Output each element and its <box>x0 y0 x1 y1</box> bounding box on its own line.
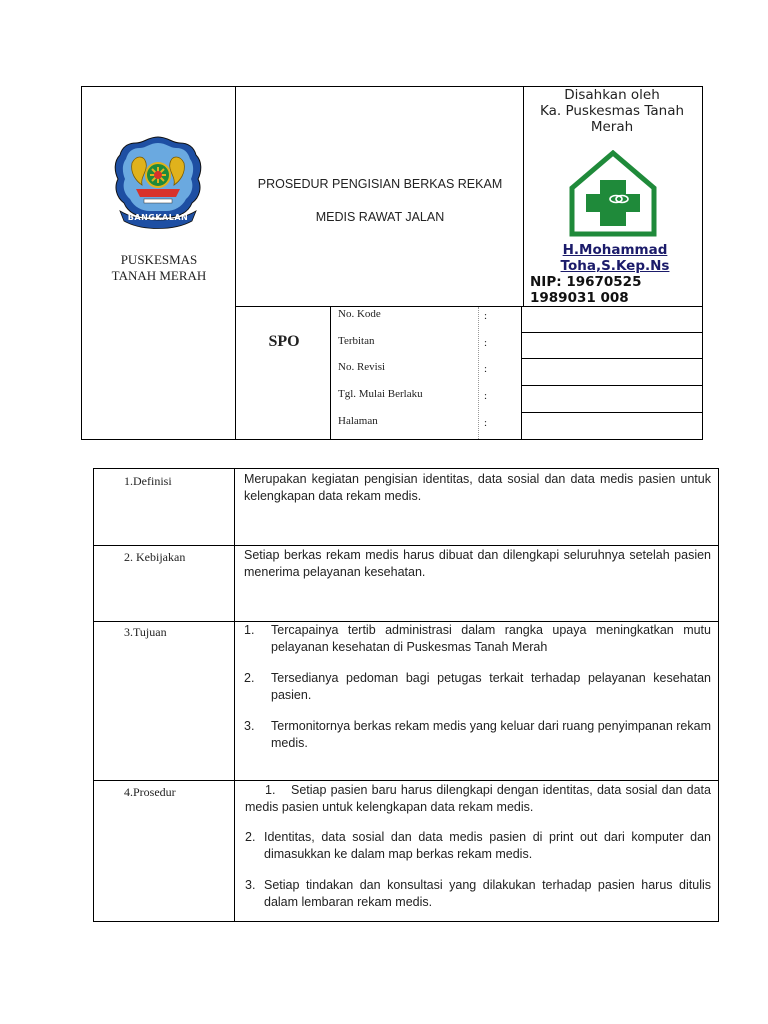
section-label-definisi: 1.Definisi <box>124 474 172 488</box>
organization-name-line1: PUSKESMAS <box>120 252 198 267</box>
list-item-text: Setiap tindakan dan konsultasi yang dilakukan terhadap pasien harus ditulis dalam lembaran rekam medis. <box>264 878 711 909</box>
document-title <box>236 176 524 226</box>
section-text-definisi: Merupakan kegiatan pengisian identitas, data sosial dan data medis pasien untuk kelengkapan data rekam medis. <box>244 472 711 503</box>
meta-label-no-kode: No. Kode <box>338 308 381 320</box>
list-item-number: 1. <box>244 623 255 637</box>
section-label-tujuan: 3.Tujuan <box>124 625 167 639</box>
logo-banner-text: BANGKALAN <box>127 213 189 222</box>
signer-nip-line2: 1989031 008 <box>530 290 629 306</box>
list-item <box>244 718 711 752</box>
meta-colon: : <box>484 337 488 349</box>
meta-colon: : <box>484 390 488 402</box>
organization-name <box>82 252 236 284</box>
list-item-text: Tersedianya pedoman bagi petugas terkait terhadap pelayanan kesehatan pasien. <box>271 671 711 702</box>
approval-line2: Ka. Puskesmas Tanah <box>539 103 685 119</box>
approval-block <box>524 87 700 135</box>
list-item-body: Setiap pasien baru harus dilengkapi dengan identitas, data sosial dan data medis pasien untuk kelengkapan data rekam medis. <box>245 783 711 814</box>
list-item-number: 3. <box>244 719 255 733</box>
list-item-number: 1. <box>265 783 276 797</box>
section-label-prosedur: 4.Prosedur <box>124 785 176 799</box>
list-item <box>245 782 711 816</box>
list-item-number: 2. <box>245 830 256 844</box>
meta-colon: : <box>484 417 488 429</box>
signer-name-line1: H.Mohammad <box>562 242 668 258</box>
list-item-number: 2. <box>244 671 255 685</box>
document-title-line2: MEDIS RAWAT JALAN <box>315 210 445 224</box>
list-item <box>245 877 711 911</box>
list-item-text: Termonitornya berkas rekam medis yang keluar dari ruang penyimpanan rekam medis. <box>271 719 711 750</box>
meta-label-no-revisi: No. Revisi <box>338 361 386 373</box>
approval-line1: Disahkan oleh <box>564 87 660 103</box>
document-title-line1: PROSEDUR PENGISIAN BERKAS REKAM <box>257 177 503 191</box>
list-item-number: 3. <box>245 878 256 892</box>
organization-name-line2: TANAH MERAH <box>111 268 207 283</box>
list-item-text: Identitas, data sosial dan data medis pasien di print out dari komputer dan dimasukkan ke dalam map berkas rekam medis. <box>264 830 711 861</box>
list-item <box>244 670 711 704</box>
approval-line3: Merah <box>590 119 634 135</box>
signer-block <box>530 242 700 306</box>
list-item-text <box>245 782 711 816</box>
meta-label-terbitan: Terbitan <box>338 335 375 347</box>
section-text-kebijakan: Setiap berkas rekam medis harus dibuat dan dilengkapi seluruhnya setelah pasien menerima pelayanan kesehatan. <box>244 548 711 579</box>
list-item <box>244 622 711 656</box>
meta-colon: : <box>484 310 488 322</box>
meta-label-tgl-mulai-berlaku: Tgl. Mulai Berlaku <box>338 388 423 400</box>
puskesmas-logo <box>568 150 658 238</box>
meta-label-halaman: Halaman <box>338 415 378 427</box>
bangkalan-logo <box>110 133 206 229</box>
meta-colon: : <box>484 363 488 375</box>
list-item-text: Tercapainya tertib administrasi dalam rangka upaya meningkatkan mutu pelayanan kesehatan di Puskesmas Tanah Merah <box>271 623 711 654</box>
signer-name-line2: Toha,S.Kep.Ns <box>560 258 670 274</box>
spo-label: SPO <box>268 333 300 350</box>
section-label-kebijakan: 2. Kebijakan <box>124 550 186 564</box>
signer-nip-line1: NIP: 19670525 <box>530 274 642 290</box>
list-item <box>245 829 711 863</box>
